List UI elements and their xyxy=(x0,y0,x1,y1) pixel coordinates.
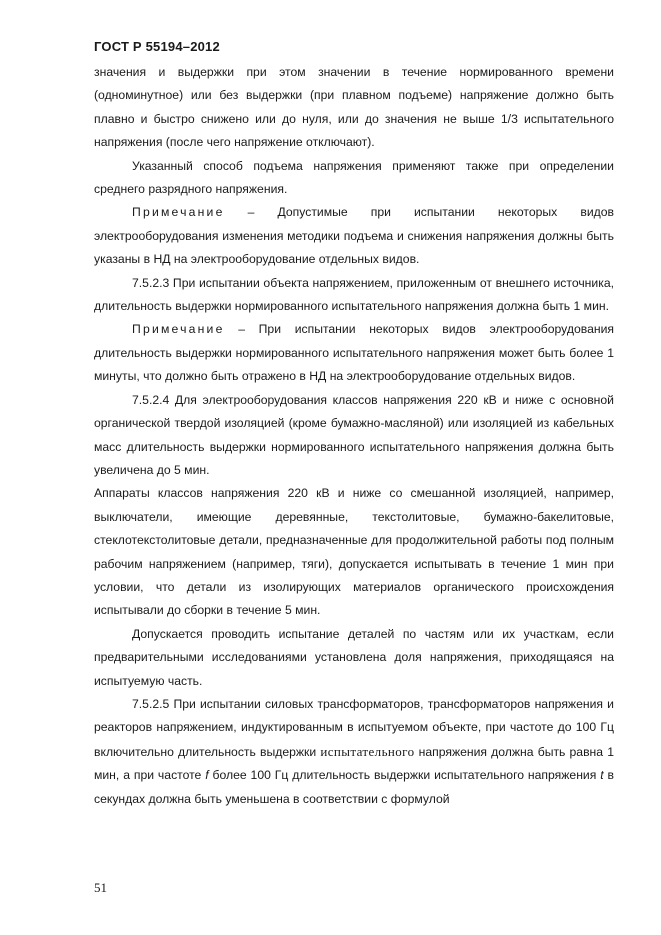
paragraph-continuation: значения и выдержки при этом значении в течение нормированного времени (одноминутное) или без выдержки (при плавном подъеме) напряжение должно быть плавно и быстро снижено или до нуля, или до значения не выше 1/3 испытательного напряжения (после чего напряжение отключают). xyxy=(94,65,614,150)
page-number: 51 xyxy=(94,880,107,895)
document-body xyxy=(94,61,614,811)
clause-text-part: напряжения должна быть равна 1 мин, а при частоте xyxy=(94,744,614,783)
note-text: – Допустимые при испытании некоторых видов электрооборудования изменения методики подъема и снижения напряжения должны быть указаны в НД на электрооборудование отдельных видов. xyxy=(94,205,614,267)
paragraph-parts-testing: Допускается проводить испытание деталей по частям или их участкам, если предварительными исследованиями установлена доля напряжения, приходящаяся на испытуемую часть. xyxy=(94,626,614,688)
clause-text-part: в секундах должна быть уменьшена в соответствии с формулой xyxy=(94,768,614,806)
variable-t: t xyxy=(600,768,604,783)
paragraph-apparatus: Аппараты классов напряжения 220 кВ и ниже со смешанной изоляцией, например, выключатели, имеющие деревянные, текстолитовые, бумажно-бакелитовые, стеклотекстолитовые детали, предназначенные для продолжительной работы под полным рабочим напряжением (например, тяги), допускается испытывать в течение 1 мин при условии, что детали из изолирующих материалов органического происхождения испытывали до сборки в течение 5 мин. xyxy=(94,486,614,618)
note-label: Примечание xyxy=(132,205,225,220)
document-header: ГОСТ Р 55194–2012 xyxy=(94,39,220,54)
paragraph-method: Указанный способ подъема напряжения применяют также при определении среднего разрядного напряжения. xyxy=(94,158,614,197)
variable-f: f xyxy=(205,768,209,783)
note-1 xyxy=(94,201,614,271)
note-text: – При испытании некоторых видов электрооборудования длительность выдержки нормированного испытательного напряжения может быть более 1 минуты, что должно быть отражено в НД на электрооборудование отдельных видов. xyxy=(94,322,614,384)
clause-7-5-2-3: 7.5.2.3 При испытании объекта напряжением, приложенным от внешнего источника, длительность выдержки нормированного испытательного напряжения должна быть 1 мин. xyxy=(94,275,614,314)
clause-7-5-2-4: 7.5.2.4 Для электрооборудования классов напряжения 220 кВ и ниже с основной органической твердой изоляцией (кроме бумажно-масляной) или изоляцией из кабельных масс длительность выдержки нормированного испытательного напряжения должна быть увеличена до 5 мин. xyxy=(94,392,614,477)
note-label: Примечание xyxy=(132,322,225,337)
clause-text-serif-word: испытательного xyxy=(320,743,415,759)
note-2 xyxy=(94,318,614,388)
clause-text-part: 7.5.2.5 При испытании силовых трансформаторов, трансформаторов напряжения и реакторов напряжением, индуктированным в испытуемом объекте, при частоте до 100 Гц включительно длительность выдержки xyxy=(94,696,614,759)
clause-text-part: более 100 Гц длительность выдержки испытательного напряжения xyxy=(208,768,601,783)
clause-7-5-2-5 xyxy=(94,693,614,811)
